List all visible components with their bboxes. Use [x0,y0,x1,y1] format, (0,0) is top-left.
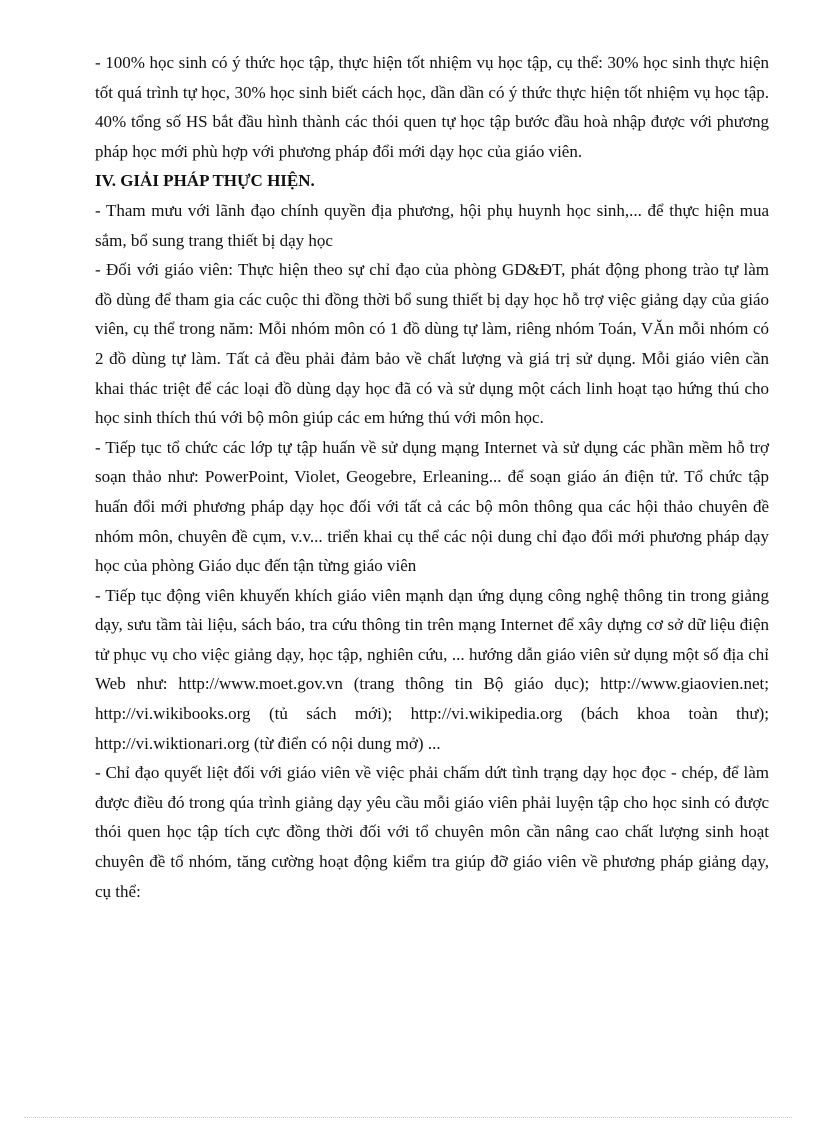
page-bottom-divider [24,1117,792,1118]
document-page [95,48,769,906]
paragraph-student-outcomes: - 100% học sinh có ý thức học tập, thực hiện tốt nhiệm vụ học tập, cụ thể: 30% học sinh thực hiện tốt quá trình tự học, 30% học sinh biết cách học, dần dần có ý thức thực hiện tốt nhiệm vụ học tập. 40% tổng số HS bắt đầu hình thành các thói quen tự học tập bước đầu hoà nhập được với phương pháp học mới phù hợp với phương pháp đổi mới dạy học của giáo viên. [95,53,769,161]
paragraph-teacher-equipment: - Đối với giáo viên: Thực hiện theo sự chỉ đạo của phòng GD&ĐT, phát động phong trào tự làm đồ dùng để tham gia các cuộc thi đồng thời bổ sung thiết bị dạy học hỗ trợ việc giảng dạy của giáo viên, cụ thể trong năm: Mỗi nhóm môn có 1 đồ dùng tự làm, riêng nhóm Toán, VĂn mỗi nhóm có 2 đồ dùng tự làm. Tất cả đều phải đảm bảo về chất lượng và giá trị sử dụng. Mỗi giáo viên cần khai thác triệt để các loại đồ dùng dạy học đã có và sử dụng một cách linh hoạt tạo hứng thú cho học sinh thích thú với bộ môn giúp các em hứng thú với môn học. [95,260,769,428]
paragraph-teaching-method-directive: - Chỉ đạo quyết liệt đối với giáo viên về việc phải chấm dứt tình trạng dạy học đọc - chép, để làm được điều đó trong qúa trình giảng dạy yêu cầu mỗi giáo viên phải luyện tập cho học sinh có được thói quen học tập tích cực đồng thời đối với tổ chuyên môn cần nâng cao chất lượng sinh hoạt chuyên đề tổ nhóm, tăng cường hoạt động kiểm tra giúp đỡ giáo viên về phương pháp giảng dạy, cụ thể: [95,763,769,901]
paragraph-it-encouragement: - Tiếp tục động viên khuyến khích giáo viên mạnh dạn ứng dụng công nghệ thông tin trong giảng dạy, sưu tầm tài liệu, sách báo, tra cứu thông tin trên mạng Internet để xây dựng cơ sở dữ liệu điện tử phục vụ cho việc giảng dạy, học tập, nghiên cứu, ... hướng dẫn giáo viên sử dụng một số địa chỉ Web như: http://www.moet.gov.vn (trang thông tin Bộ giáo dục); http://www.giaovien.net; http://vi.wikibooks.org (tủ sách mới); http://vi.wikipedia.org (bách khoa toàn thư); http://vi.wiktionari.org (từ điển có nội dung mở) ... [95,585,769,753]
paragraph-internet-training: - Tiếp tục tổ chức các lớp tự tập huấn về sử dụng mạng Internet và sử dụng các phần mềm hỗ trợ soạn thảo như: PowerPoint, Violet, Geogebre, Erleaning... để soạn giáo án điện tử. Tổ chức tập huấn đổi mới phương pháp dạy học đối với tất cả các bộ môn thông qua các hội thảo chuyên đề nhóm môn, chuyên đề cụm, v.v... triển khai cụ thể các nội dung chỉ đạo đổi mới phương pháp dạy học của phòng Giáo dục đến tận từng giáo viên [95,437,769,576]
section-heading-solutions: IV. GIẢI PHÁP THỰC HIỆN. [95,171,315,191]
paragraph-advise-authorities: - Tham mưu với lãnh đạo chính quyền địa phương, hội phụ huynh học sinh,... để thực hiện mua sắm, bổ sung trang thiết bị dạy học [95,200,769,250]
